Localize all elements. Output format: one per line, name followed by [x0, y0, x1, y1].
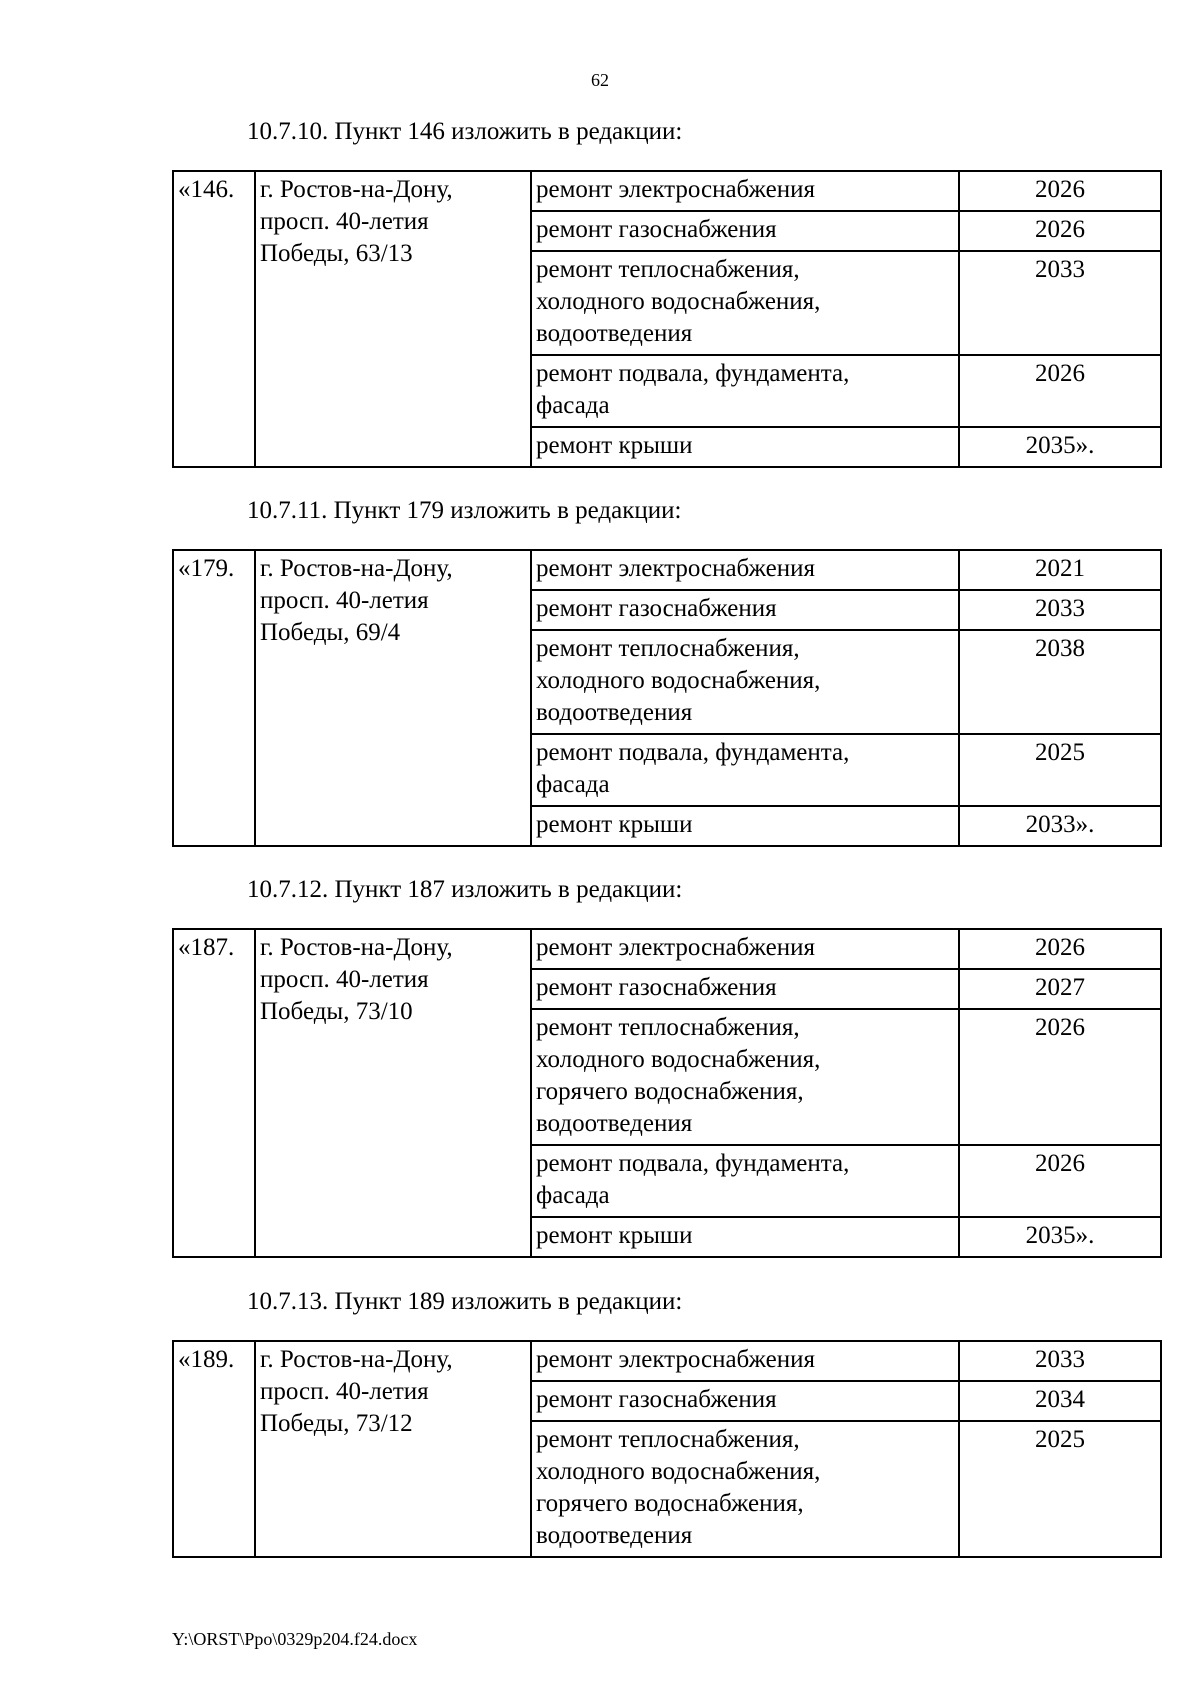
item-number: «189.: [173, 1341, 255, 1557]
work-type: ремонт теплоснабжения, холодного водоснабжения, водоотведения: [531, 630, 959, 734]
work-year: 2021: [959, 550, 1161, 590]
section-table: [172, 1340, 1162, 1558]
work-year: 2026: [959, 171, 1161, 211]
work-year: 2025: [959, 734, 1161, 806]
section-table: [172, 928, 1162, 1258]
work-type: ремонт газоснабжения: [531, 211, 959, 251]
work-year: 2033».: [959, 806, 1161, 846]
work-type: ремонт электроснабжения: [531, 1341, 959, 1381]
work-year: 2034: [959, 1381, 1161, 1421]
work-year: 2027: [959, 969, 1161, 1009]
table-row: [173, 550, 1161, 590]
page-number: 62: [591, 70, 609, 90]
work-year: 2025: [959, 1421, 1161, 1557]
table-row: [173, 929, 1161, 969]
section-table: [172, 549, 1162, 847]
work-year: 2033: [959, 590, 1161, 630]
work-type: ремонт электроснабжения: [531, 550, 959, 590]
work-year: 2026: [959, 355, 1161, 427]
work-type: ремонт крыши: [531, 1217, 959, 1257]
work-type: ремонт крыши: [531, 427, 959, 467]
work-type: ремонт подвала, фундамента, фасада: [531, 1145, 959, 1217]
work-year: 2026: [959, 1145, 1161, 1217]
work-type: ремонт электроснабжения: [531, 171, 959, 211]
work-type: ремонт электроснабжения: [531, 929, 959, 969]
item-number: «187.: [173, 929, 255, 1257]
item-address: г. Ростов-на-Дону, просп. 40-летия Победы, 73/12: [255, 1341, 531, 1557]
work-type: ремонт газоснабжения: [531, 1381, 959, 1421]
item-address: г. Ростов-на-Дону, просп. 40-летия Победы, 63/13: [255, 171, 531, 467]
item-number: «179.: [173, 550, 255, 846]
section-heading: 10.7.13. Пункт 189 изложить в редакции:: [247, 1288, 683, 1315]
work-year: 2026: [959, 1009, 1161, 1145]
work-type: ремонт теплоснабжения, холодного водоснабжения, водоотведения: [531, 251, 959, 355]
item-number: «146.: [173, 171, 255, 467]
table-row: [173, 1341, 1161, 1381]
work-type: ремонт газоснабжения: [531, 969, 959, 1009]
work-year: 2038: [959, 630, 1161, 734]
work-type: ремонт теплоснабжения, холодного водоснабжения, горячего водоснабжения, водоотведения: [531, 1421, 959, 1557]
work-year: 2033: [959, 251, 1161, 355]
section-heading: 10.7.11. Пункт 179 изложить в редакции:: [247, 497, 682, 524]
work-type: ремонт крыши: [531, 806, 959, 846]
work-year: 2035».: [959, 1217, 1161, 1257]
footer-file-path: Y:\ORST\Ppo\0329p204.f24.docx: [172, 1629, 418, 1649]
work-year: 2035».: [959, 427, 1161, 467]
work-year: 2026: [959, 929, 1161, 969]
item-address: г. Ростов-на-Дону, просп. 40-летия Победы, 73/10: [255, 929, 531, 1257]
work-type: ремонт подвала, фундамента, фасада: [531, 355, 959, 427]
work-year: 2033: [959, 1341, 1161, 1381]
item-address: г. Ростов-на-Дону, просп. 40-летия Победы, 69/4: [255, 550, 531, 846]
section-heading: 10.7.10. Пункт 146 изложить в редакции:: [247, 118, 683, 145]
table-row: [173, 171, 1161, 211]
work-year: 2026: [959, 211, 1161, 251]
section-table: [172, 170, 1162, 468]
work-type: ремонт теплоснабжения, холодного водоснабжения, горячего водоснабжения, водоотведения: [531, 1009, 959, 1145]
work-type: ремонт газоснабжения: [531, 590, 959, 630]
section-heading: 10.7.12. Пункт 187 изложить в редакции:: [247, 876, 683, 903]
work-type: ремонт подвала, фундамента, фасада: [531, 734, 959, 806]
